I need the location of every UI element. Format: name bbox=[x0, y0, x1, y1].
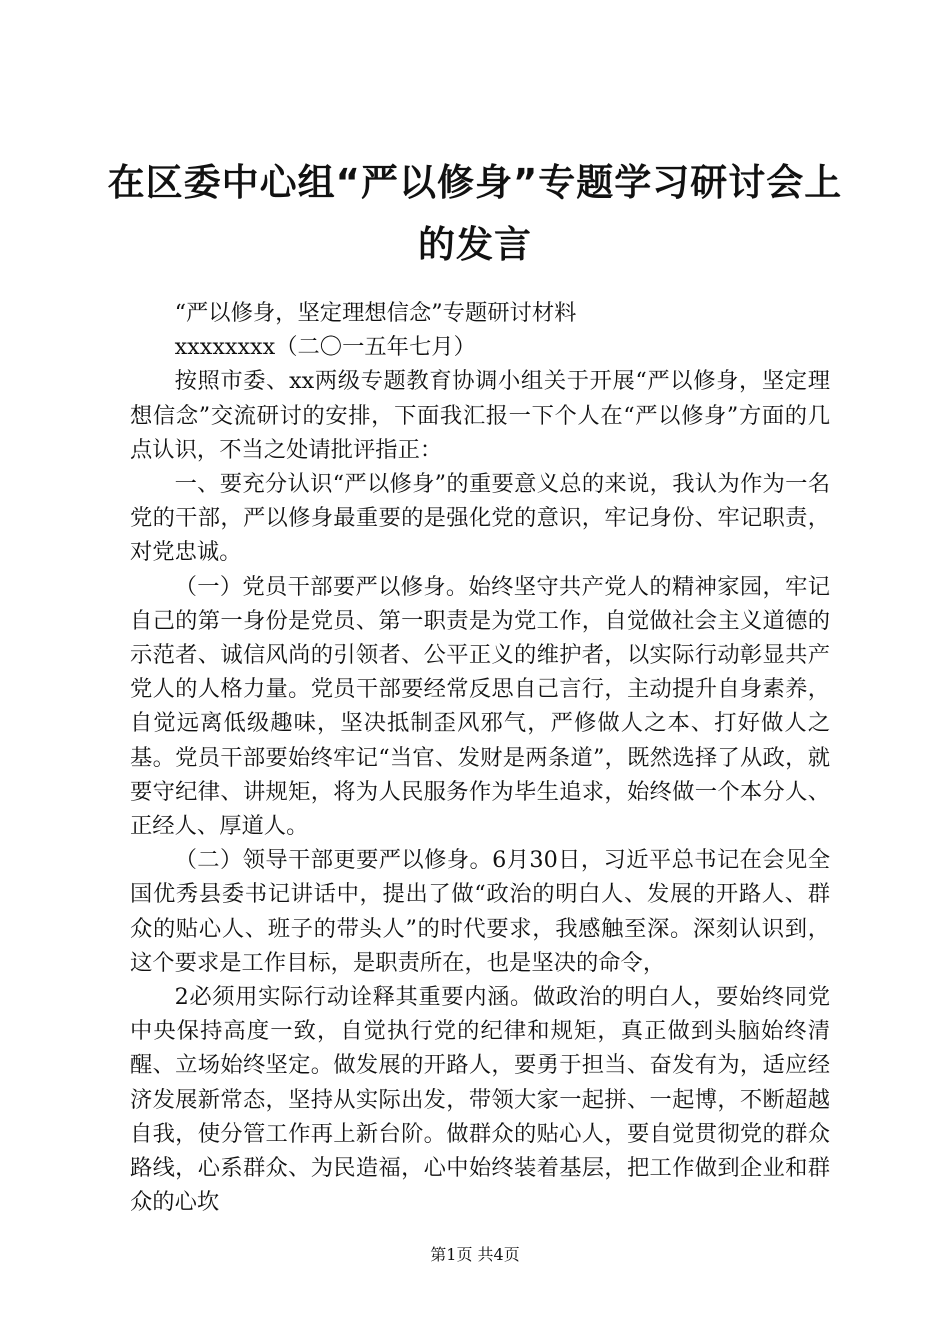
body-paragraph: 一、要充分认识“严以修身”的重要意义总的来说，我认为作为一名党的干部，严以修身最重要的是强化党的意识，牢记身份、牢记职责，对党忠诚。 bbox=[130, 471, 830, 566]
body-paragraph: 2必须用实际行动诠释其重要内涵。做政治的明白人，要始终同党中央保持高度一致，自觉执行党的纪律和规矩，真正做到头脑始终清醒、立场始终坚定。做发展的开路人，要勇于担当、奋发有为，适应经济发展新常态，坚持从实际出发，带领大家一起拼、一起博，不断超越自我，使分管工作再上新台阶。做群众的贴心人，要自觉贯彻党的群众路线，心系群众、为民造福，心中始终装着基层，把工作做到企业和群众的心坎 bbox=[130, 984, 830, 1216]
page-number-footer: 第1页 共4页 bbox=[430, 1245, 520, 1264]
document-body bbox=[130, 296, 830, 1219]
body-paragraph: （一）党员干部要严以修身。始终坚守共产党人的精神家园，牢记自己的第一身份是党员、第一职责是为党工作，自觉做社会主义道德的示范者、诚信风尚的引领者、公平正义的维护者，以实际行动彰显共产党人的人格力量。党员干部要经常反思自己言行，主动提升自身素养，自觉远离低级趣味，坚决抵制歪风邪气，严修做人之本、打好做人之基。党员干部要始终牢记“当官、发财是两条道”，既然选择了从政，就要守纪律、讲规矩，将为人民服务作为毕生追求，始终做一个本分人、正经人、厚道人。 bbox=[130, 573, 830, 840]
body-paragraph: 按照市委、xx两级专题教育协调小组关于开展“严以修身，坚定理想信念”交流研讨的安排，下面我汇报一下个人在“严以修身”方面的几点认识，不当之处请批评指正： bbox=[130, 368, 830, 463]
document-title bbox=[100, 152, 850, 276]
body-paragraph: （二）领导干部更要严以修身。6月30日，习近平总书记在会见全国优秀县委书记讲话中，提出了做“政治的明白人、发展的开路人、群众的贴心人、班子的带头人”的时代要求，我感触至深。深刻认识到，这个要求是工作目标，是职责所在，也是坚决的命令， bbox=[130, 847, 830, 976]
title-line-1: 在区委中心组“严以修身”专题学习研讨会上 bbox=[107, 161, 843, 204]
title-line-2: 的发言 bbox=[418, 223, 532, 266]
author-date-paragraph: xxxxxxxx（二〇一五年七月） bbox=[174, 334, 476, 361]
subtitle-paragraph: “严以修身，坚定理想信念”专题研讨材料 bbox=[174, 300, 577, 326]
